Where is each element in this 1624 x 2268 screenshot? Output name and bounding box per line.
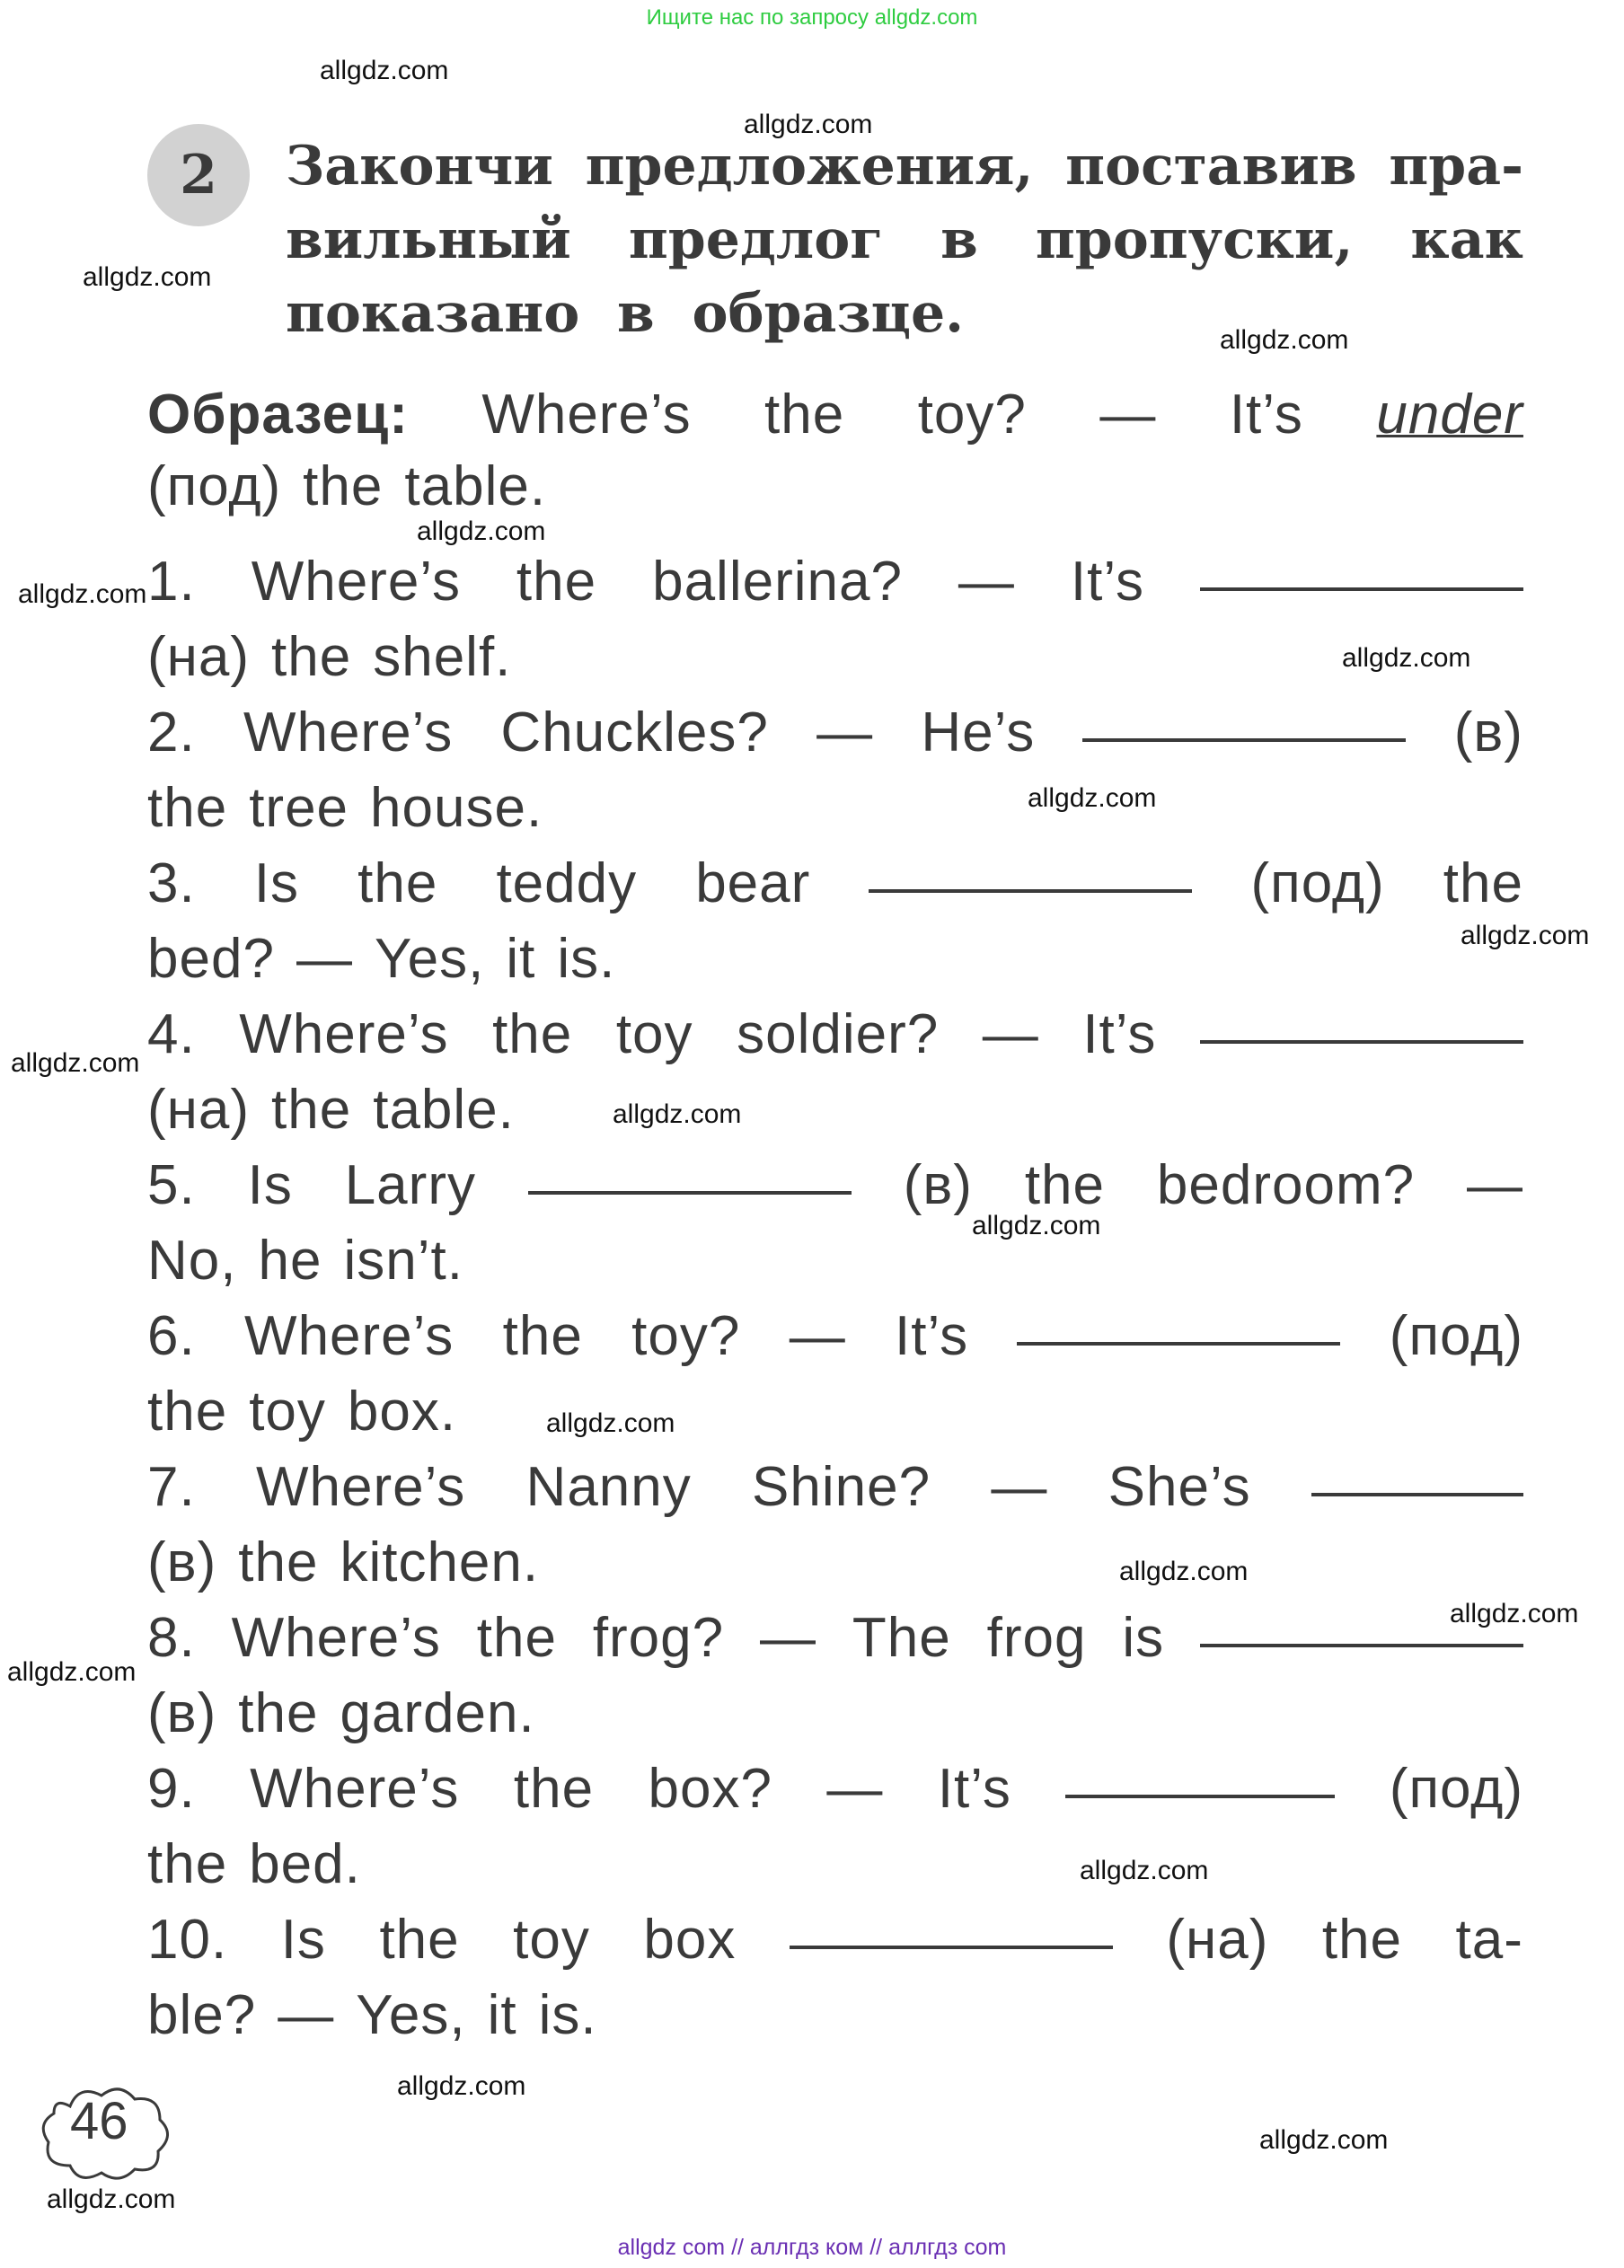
word: предложения, <box>585 135 1034 198</box>
word: the <box>513 1758 595 1820</box>
item-1-line-1 <box>147 550 1523 613</box>
item-number: 10. <box>147 1909 228 1971</box>
word: garden. <box>340 1682 535 1744</box>
item-5-line-2 <box>147 1229 1523 1293</box>
word: в <box>617 282 655 345</box>
word: ble? <box>147 1984 257 2046</box>
item-number: 1. <box>147 551 196 613</box>
word: bed? <box>147 928 275 990</box>
watermark: allgdz.com <box>397 2071 526 2101</box>
watermark: allgdz.com <box>1461 921 1590 950</box>
word: Where’s <box>244 1305 455 1367</box>
word: в <box>940 208 978 271</box>
watermark: allgdz.com <box>83 262 212 292</box>
word: поставив <box>1065 135 1357 198</box>
word: The <box>852 1607 951 1669</box>
sample-label: Образец: <box>147 384 409 446</box>
footer-links[interactable]: allgdz com // аллгдз ком // аллгдз com <box>617 2235 1007 2260</box>
word: ballerina? <box>652 551 903 613</box>
word: Закончи <box>286 135 553 198</box>
word: Is <box>253 852 300 914</box>
word: Yes, <box>374 928 485 990</box>
word: table. <box>373 1079 515 1141</box>
answer-blank[interactable] <box>1017 1342 1340 1346</box>
word: It’s <box>1229 384 1303 446</box>
watermark: allgdz.com <box>1342 643 1471 673</box>
word: It’s <box>1082 1003 1157 1065</box>
answer-blank[interactable] <box>1311 1493 1523 1496</box>
word: She’s <box>1108 1456 1251 1518</box>
word: the <box>238 1531 319 1593</box>
word: the <box>1321 1909 1403 1971</box>
answer-blank[interactable] <box>869 889 1192 893</box>
word: it <box>487 1984 517 2046</box>
item-4-line-2 <box>147 1078 1523 1142</box>
word: the <box>147 1833 228 1895</box>
word: (в) <box>903 1154 973 1216</box>
word: he <box>258 1230 322 1292</box>
item-10-line-1 <box>147 1908 1523 1972</box>
word: Where’s <box>239 1003 449 1065</box>
word: — <box>1099 384 1157 446</box>
word: He’s <box>921 702 1036 763</box>
word: (в) <box>147 1531 217 1593</box>
word: (на) <box>147 1079 251 1141</box>
word: — <box>991 1456 1048 1518</box>
word: No, <box>147 1230 237 1292</box>
word: Nanny <box>525 1456 692 1518</box>
word: the <box>492 1003 573 1065</box>
item-number: 5. <box>147 1154 196 1216</box>
item-3-line-1 <box>147 852 1523 915</box>
word: — <box>278 1984 335 2046</box>
instruction-line-2 <box>286 208 1523 271</box>
word: box? <box>648 1758 772 1820</box>
item-7-line-1 <box>147 1455 1523 1519</box>
word: toy? <box>631 1305 741 1367</box>
word: teddy <box>496 852 638 914</box>
item-8-line-1 <box>147 1606 1523 1670</box>
watermark: allgdz.com <box>7 1657 137 1687</box>
word: the <box>1024 1154 1106 1216</box>
word: toy <box>615 1003 693 1065</box>
item-9-line-1 <box>147 1757 1523 1821</box>
word: ta- <box>1455 1909 1523 1971</box>
item-9-line-2 <box>147 1832 1523 1896</box>
word: the <box>764 384 845 446</box>
word: вильный <box>286 208 571 271</box>
word: the <box>476 1607 557 1669</box>
sample-answer: under <box>1376 384 1523 446</box>
answer-blank[interactable] <box>1200 1644 1523 1647</box>
word: It’s <box>895 1305 969 1367</box>
watermark: allgdz.com <box>1259 2125 1389 2155</box>
item-number: 9. <box>147 1758 196 1820</box>
word: toy? <box>917 384 1027 446</box>
item-7-line-2 <box>147 1531 1523 1594</box>
word: the <box>516 551 597 613</box>
word: — <box>760 1607 817 1669</box>
answer-blank[interactable] <box>1082 738 1406 742</box>
word: bed. <box>249 1833 361 1895</box>
item-10-line-2 <box>147 1983 1523 2047</box>
word: (под) <box>1389 1305 1523 1367</box>
word: предлог <box>628 208 883 271</box>
sample-line-1 <box>147 383 1523 446</box>
answer-blank[interactable] <box>1200 587 1523 591</box>
word: — <box>958 551 1015 613</box>
word: it <box>506 928 536 990</box>
word: is. <box>557 928 616 990</box>
watermark: allgdz.com <box>11 1048 140 1078</box>
word: the <box>379 1909 460 1971</box>
word: soldier? <box>737 1003 940 1065</box>
word: bedroom? <box>1156 1154 1416 1216</box>
watermark: allgdz.com <box>613 1099 742 1129</box>
instruction-line-3 <box>286 282 964 345</box>
word: the <box>271 626 352 688</box>
word: образце. <box>692 282 965 345</box>
top-banner[interactable]: Ищите нас по запросу allgdz.com <box>646 5 978 30</box>
item-4-line-1 <box>147 1002 1523 1066</box>
word: kitchen. <box>340 1531 540 1593</box>
word: shelf. <box>373 626 512 688</box>
word: is <box>1122 1607 1165 1669</box>
item-number: 6. <box>147 1305 196 1367</box>
word: the <box>303 455 384 517</box>
word: как <box>1410 208 1523 271</box>
watermark: allgdz.com <box>1028 783 1157 813</box>
item-3-line-2 <box>147 927 1523 991</box>
word: Shine? <box>752 1456 931 1518</box>
word: показано <box>286 282 580 345</box>
word: the <box>271 1079 352 1141</box>
word: toy <box>513 1909 590 1971</box>
word: — <box>816 702 874 763</box>
watermark: allgdz.com <box>1220 325 1349 355</box>
word: Where’s <box>481 384 692 446</box>
word: (на) <box>1166 1909 1269 1971</box>
word: пропуски, <box>1035 208 1354 271</box>
item-number: 2. <box>147 702 196 763</box>
word: is. <box>538 1984 597 2046</box>
word: frog <box>986 1607 1087 1669</box>
word: (под) <box>147 455 282 517</box>
watermark: allgdz.com <box>417 516 546 546</box>
item-number: 3. <box>147 852 196 914</box>
word: the <box>147 1381 228 1443</box>
word: Where’s <box>243 702 454 763</box>
word: (в) <box>1453 702 1523 763</box>
word: — <box>296 928 353 990</box>
answer-blank[interactable] <box>528 1191 852 1195</box>
exercise-number: 2 <box>147 124 250 226</box>
item-2-line-2 <box>147 776 1523 840</box>
word: box <box>643 1909 737 1971</box>
word: — <box>826 1758 884 1820</box>
word: Chuckles? <box>500 702 769 763</box>
word: Yes, <box>356 1984 466 2046</box>
item-number: 7. <box>147 1456 196 1518</box>
instruction-line-1 <box>286 135 1523 198</box>
word: — <box>789 1305 846 1367</box>
watermark: allgdz.com <box>546 1408 675 1438</box>
item-number: 4. <box>147 1003 196 1065</box>
answer-blank[interactable] <box>1065 1795 1335 1798</box>
watermark: allgdz.com <box>1119 1557 1249 1586</box>
word: Where’s <box>231 1607 441 1669</box>
word: Is <box>247 1154 293 1216</box>
word: (под) <box>1250 852 1385 914</box>
word: the <box>357 852 438 914</box>
word: Is <box>280 1909 326 1971</box>
word: the <box>238 1682 319 1744</box>
word: box. <box>347 1381 457 1443</box>
word: tree <box>249 777 349 839</box>
page-number: 46 <box>70 2092 128 2150</box>
word: пра- <box>1389 135 1523 198</box>
word: — <box>1466 1154 1523 1216</box>
word: Larry <box>344 1154 476 1216</box>
item-8-line-2 <box>147 1681 1523 1745</box>
word: the <box>1443 852 1523 914</box>
word: bear <box>695 852 811 914</box>
word: isn’t. <box>343 1230 463 1292</box>
answer-blank[interactable] <box>790 1946 1113 1949</box>
item-6-line-2 <box>147 1380 1523 1443</box>
word: Where’s <box>250 1758 460 1820</box>
watermark: allgdz.com <box>972 1211 1101 1240</box>
word: frog? <box>592 1607 725 1669</box>
word: Where’s <box>251 551 461 613</box>
answer-blank[interactable] <box>1200 1040 1523 1044</box>
watermark: allgdz.com <box>1450 1599 1579 1628</box>
watermark: allgdz.com <box>47 2184 176 2214</box>
word: the <box>147 777 228 839</box>
item-number: 8. <box>147 1607 196 1669</box>
word: It’s <box>1070 551 1144 613</box>
word: — <box>982 1003 1039 1065</box>
word: It’s <box>937 1758 1011 1820</box>
sample-line-2 <box>147 454 1523 518</box>
watermark: allgdz.com <box>320 56 449 85</box>
word: (под) <box>1389 1758 1523 1820</box>
item-1-line-2 <box>147 625 1523 689</box>
word: toy <box>249 1381 326 1443</box>
watermark: allgdz.com <box>18 579 147 609</box>
watermark: allgdz.com <box>744 110 873 139</box>
item-6-line-1 <box>147 1304 1523 1368</box>
item-5-line-1 <box>147 1153 1523 1217</box>
word: the <box>502 1305 583 1367</box>
word: (на) <box>147 626 251 688</box>
word: Where’s <box>256 1456 466 1518</box>
word: table. <box>404 455 547 517</box>
word: house. <box>370 777 543 839</box>
watermark: allgdz.com <box>1080 1856 1209 1885</box>
word: (в) <box>147 1682 217 1744</box>
item-2-line-1 <box>147 701 1523 764</box>
